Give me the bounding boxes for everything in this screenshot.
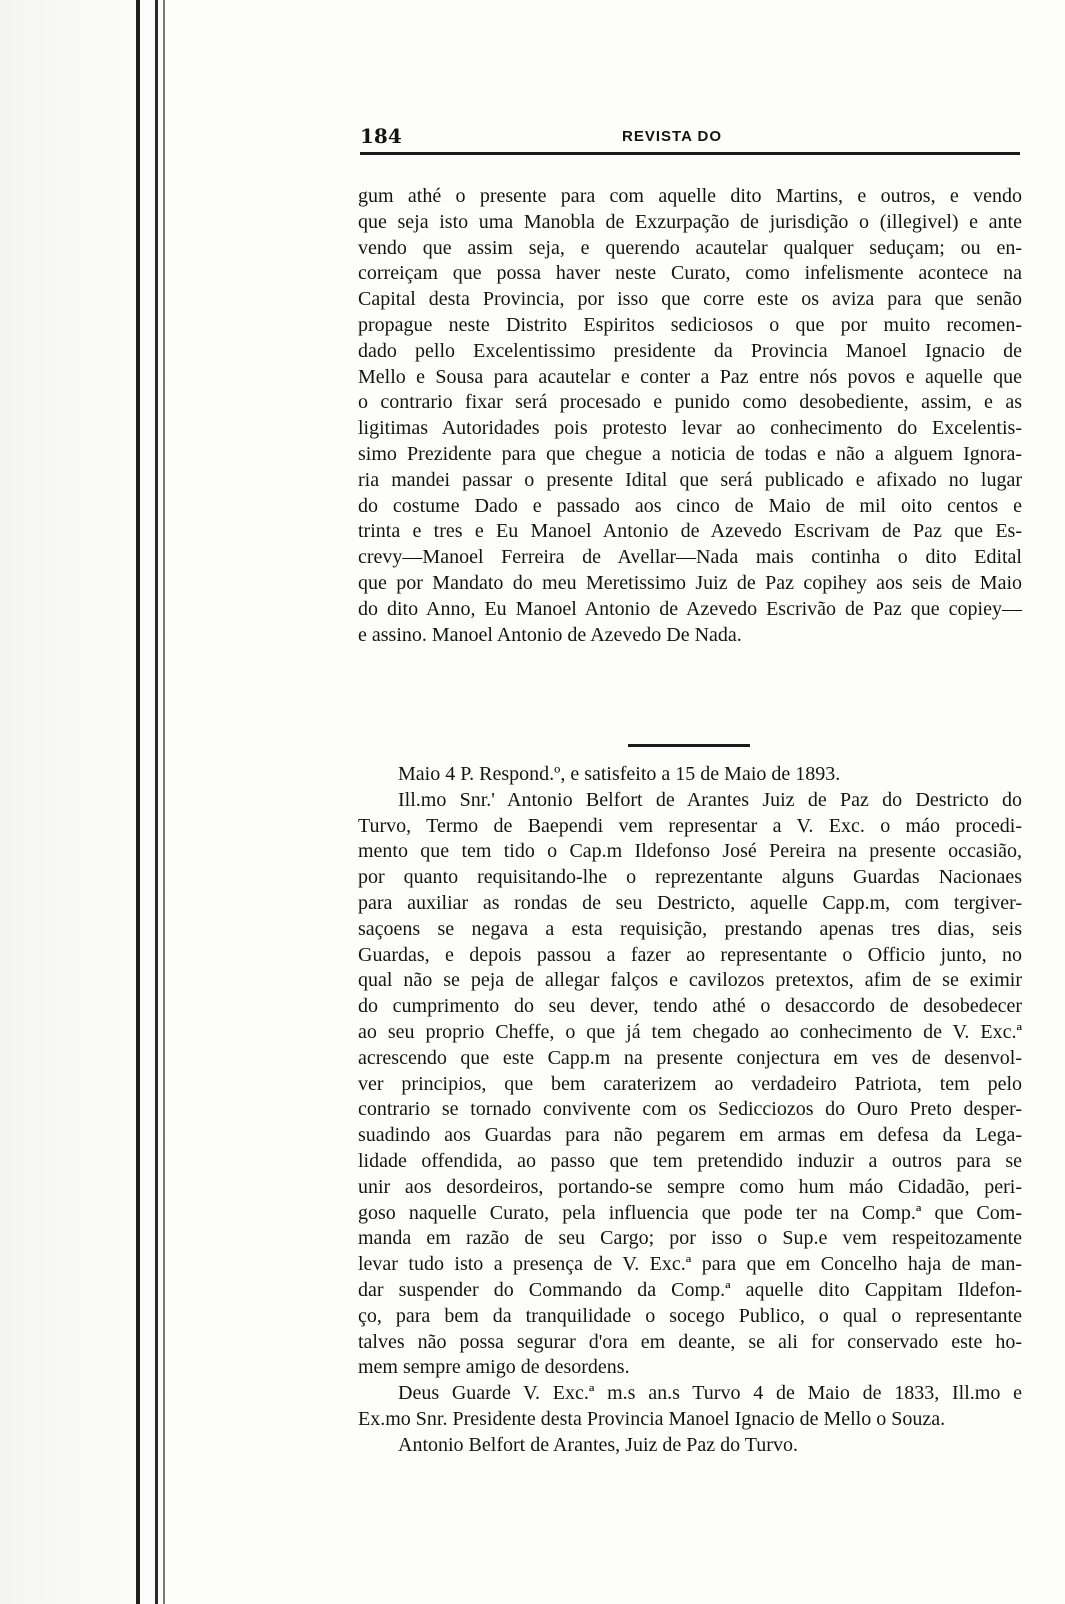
text-line: do cumprimento do seu dever, tendo athé o desaccordo de desobedecer [358,995,1022,1018]
text-line: ao seu proprio Cheffe, o que já tem chegado ao conhecimento de V. Exc.ª [358,1020,1022,1043]
text-line: do dito Anno, Eu Manoel Antonio de Azevedo Escrivão de Paz que copiey— [358,597,1022,620]
paragraph [358,788,1022,1381]
text-line: suadindo aos Guardas para não pegarem em armas em defesa da Lega- [358,1124,1022,1147]
paragraph [358,184,1022,648]
text-line: dar suspender do Commando da Comp.ª aquelle dito Cappitam Ildefon- [358,1278,1022,1301]
text-line: manda em razão de seu Cargo; por isso o Sup.e vem respeitozamente [358,1227,1022,1250]
text-line: para auxiliar as rondas de seu Destricto, aquelle Capp.m, com tergiver- [358,891,1022,914]
text-line: ria mandei passar o presente Idital que será publicado e afixado no lugar [358,468,1022,491]
text-line: goso naquelle Curato, pela influencia que pode ter na Comp.ª que Com- [358,1201,1022,1224]
text-line: qual não se peja de allegar falços e cavilozos pretextos, afim de se eximir [358,969,1022,992]
text-line: por quanto requisitando-lhe o reprezentante alguns Guardas Nacionaes [358,866,1022,889]
signature-line: Antonio Belfort de Arantes, Juiz de Paz do Turvo. [398,1433,798,1456]
text-line: mento que tem tido o Cap.m Ildefonso José Pereira na presente occasião, [358,840,1022,863]
text-line: Guardas, e depois passou a fazer ao representante o Officio junto, no [358,943,1022,966]
text-line: Turvo, Termo de Baependi vem representar a V. Exc. o máo procedi- [358,814,1022,837]
running-title: REVISTA DO [622,128,723,145]
text-line: Ex.mo Snr. Presidente desta Provincia Manoel Ignacio de Mello o Souza. [358,1407,946,1430]
signature [358,1433,1022,1459]
text-line: do costume Dado e passado aos cinco de Maio de mil oito centos e [358,494,1022,517]
text-line: trinta e tres e Eu Manoel Antonio de Azevedo Escrivam de Paz que Es- [358,520,1022,543]
text-line: Deus Guarde V. Exc.ª m.s an.s Turvo 4 de Maio de 1833, Ill.mo e [398,1382,1022,1405]
text-line: talves não possa segurar d'ora em deante, se ali for conservado este ho- [358,1330,1022,1353]
text-line: acrescendo que este Capp.m na presente conjectura em ves de desenvol- [358,1046,1022,1069]
text-line: unir aos desordeiros, portando-se sempre como hum máo Cidadão, peri- [358,1175,1022,1198]
text-line: o contrario fixar será procesado e punido como desobediente, assim, e as [358,391,1022,414]
text-line: simo Prezidente para que chegue a noticia de todas e não a alguem Ignora- [358,442,1022,465]
text-line: ver principios, que bem caraterizem ao verdadeiro Patriota, tem pelo [358,1072,1022,1095]
page-number: 184 [360,124,402,148]
header-rule [360,152,1020,155]
representation-document [358,762,1022,1459]
binding-edge-line [136,0,140,1604]
text-line: Ill.mo Snr.' Antonio Belfort de Arantes Juiz de Paz do Destricto do [398,788,1022,811]
text-line: contrario se tornado convivente com os Sedicciozos do Ouro Preto desper- [358,1098,1022,1121]
text-line: mem sempre amigo de desordens. [358,1356,630,1379]
text-line: e assino. Manoel Antonio de Azevedo De Nada. [358,623,742,646]
edital-continuation [358,184,1022,648]
text-line: vendo que assim seja, e querendo acautelar qualquer seduçam; ou en- [358,236,1022,259]
text-line: levar tudo isto a presença de V. Exc.ª para que em Concelho haja de man- [358,1253,1022,1276]
text-line: crevy—Manoel Ferreira de Avellar—Nada mais continha o dito Edital [358,546,1022,569]
text-line: que por Mandato do meu Meretissimo Juiz de Paz copihey aos seis de Maio [358,571,1022,594]
dateline [358,762,1022,788]
section-divider [628,744,750,747]
binding-gutter [0,0,175,1604]
text-line: correiçam que possa haver neste Curato, como infelismente acontece na [358,262,1022,285]
text-line: lidade offendida, ao passo que tem pretendido induzir a outros para se [358,1149,1022,1172]
text-line: saçoens se negava a esta requisição, prestando apenas tres dias, seis [358,917,1022,940]
text-line: que seja isto uma Manobla de Exzurpação de jurisdição o (illegivel) e ante [358,210,1022,233]
text-line: Capital desta Provincia, por isso que corre este os aviza para que senão [358,288,1022,311]
text-line: gum athé o presente para com aquelle dito Martins, e outros, e vendo [358,185,1022,207]
text-line: propague neste Distrito Espiritos sediciosos o que por muito recomen- [358,313,1022,336]
closing-paragraph [358,1381,1022,1433]
text-line: ço, para bem da tranquilidade o socego Publico, o qual o representante [358,1304,1022,1327]
text-line: dado pello Excelentissimo presidente da Provincia Manoel Ignacio de [358,339,1022,362]
text-line: ligitimas Autoridades pois protesto levar ao conhecimento do Excelentis- [358,417,1022,440]
binding-edge-line [155,0,158,1604]
dateline-text: Maio 4 P. Respond.º, e satisfeito a 15 de Maio de 1893. [398,763,841,785]
binding-edge-line [163,0,165,1604]
text-line: Mello e Sousa para acautelar e conter a Paz entre nós povos e aquelle que [358,365,1022,388]
